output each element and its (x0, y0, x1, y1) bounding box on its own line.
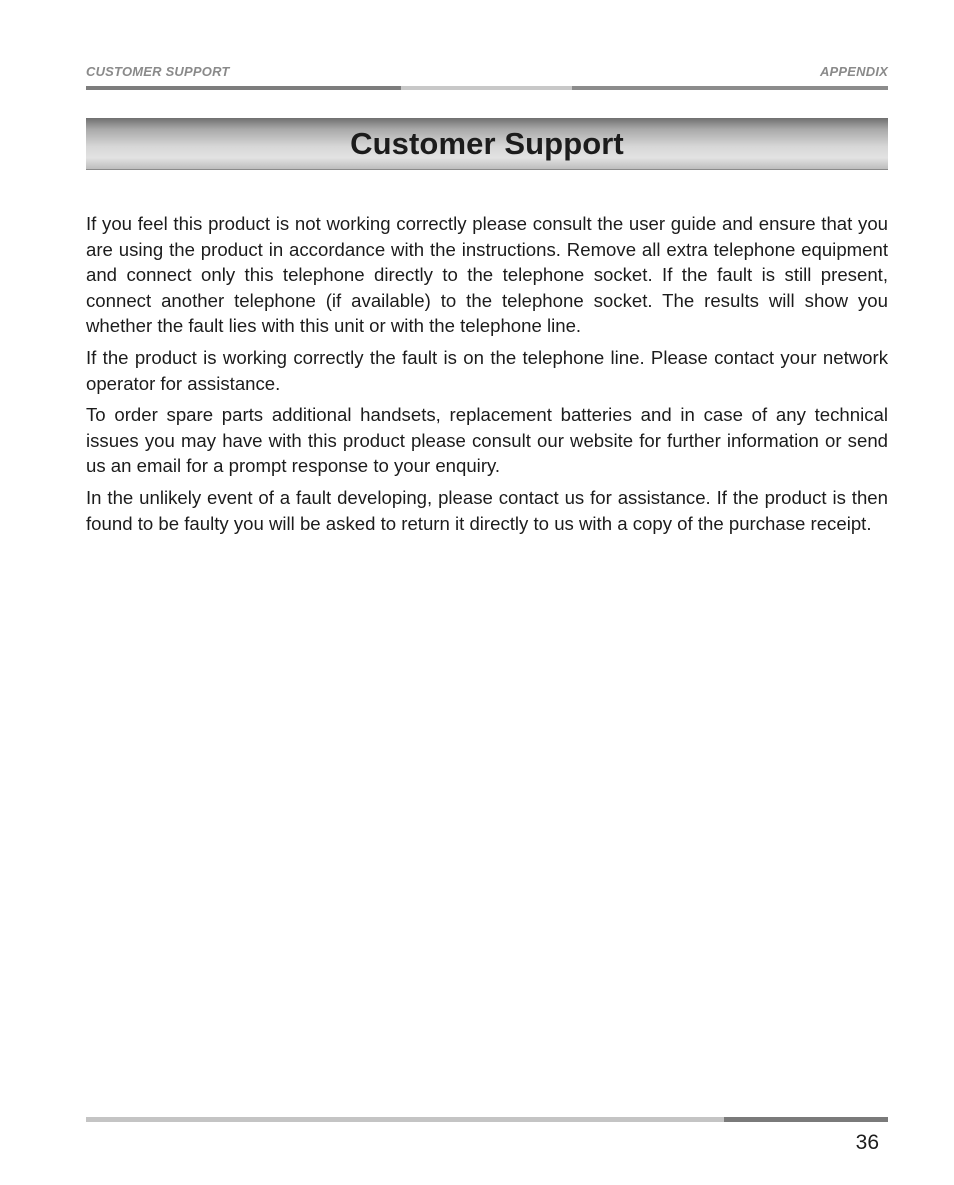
body-text (86, 211, 888, 542)
chapter-label: APPENDIX (819, 64, 888, 79)
paragraph-troubleshooting: If you feel this product is not working correctly please consult the user guide and ensure that you are using the product in accordance with the instructions. Remove all extra telephone equipment and connect only this telephone directly to the telephone socket. If the fault is still present, connect another telephone (if available) to the telephone socket. The results will show you whether the fault lies with this unit or with the telephone line. (86, 213, 888, 337)
paragraph-network-operator: If the product is working correctly the fault is on the telephone line. Please contact your network operator for assistance. (86, 346, 888, 394)
header-divider (86, 86, 888, 90)
paragraph-fault-return: In the unlikely event of a fault developing, please contact us for assistance. If the product is then found to be faulty you will be asked to return it directly to us with a copy of the purchase receipt. (86, 486, 888, 534)
page-number: 36 (855, 1131, 879, 1154)
running-header (86, 64, 888, 82)
footer-divider (86, 1117, 888, 1122)
page-title: Customer Support (350, 125, 624, 161)
section-label: CUSTOMER SUPPORT (86, 64, 230, 79)
paragraph-spare-parts: To order spare parts additional handsets, replacement batteries and in case of any technical issues you may have with this product please consult our website for further information or send us an email for a prompt response to your enquiry. (86, 404, 888, 477)
title-banner (86, 118, 888, 170)
